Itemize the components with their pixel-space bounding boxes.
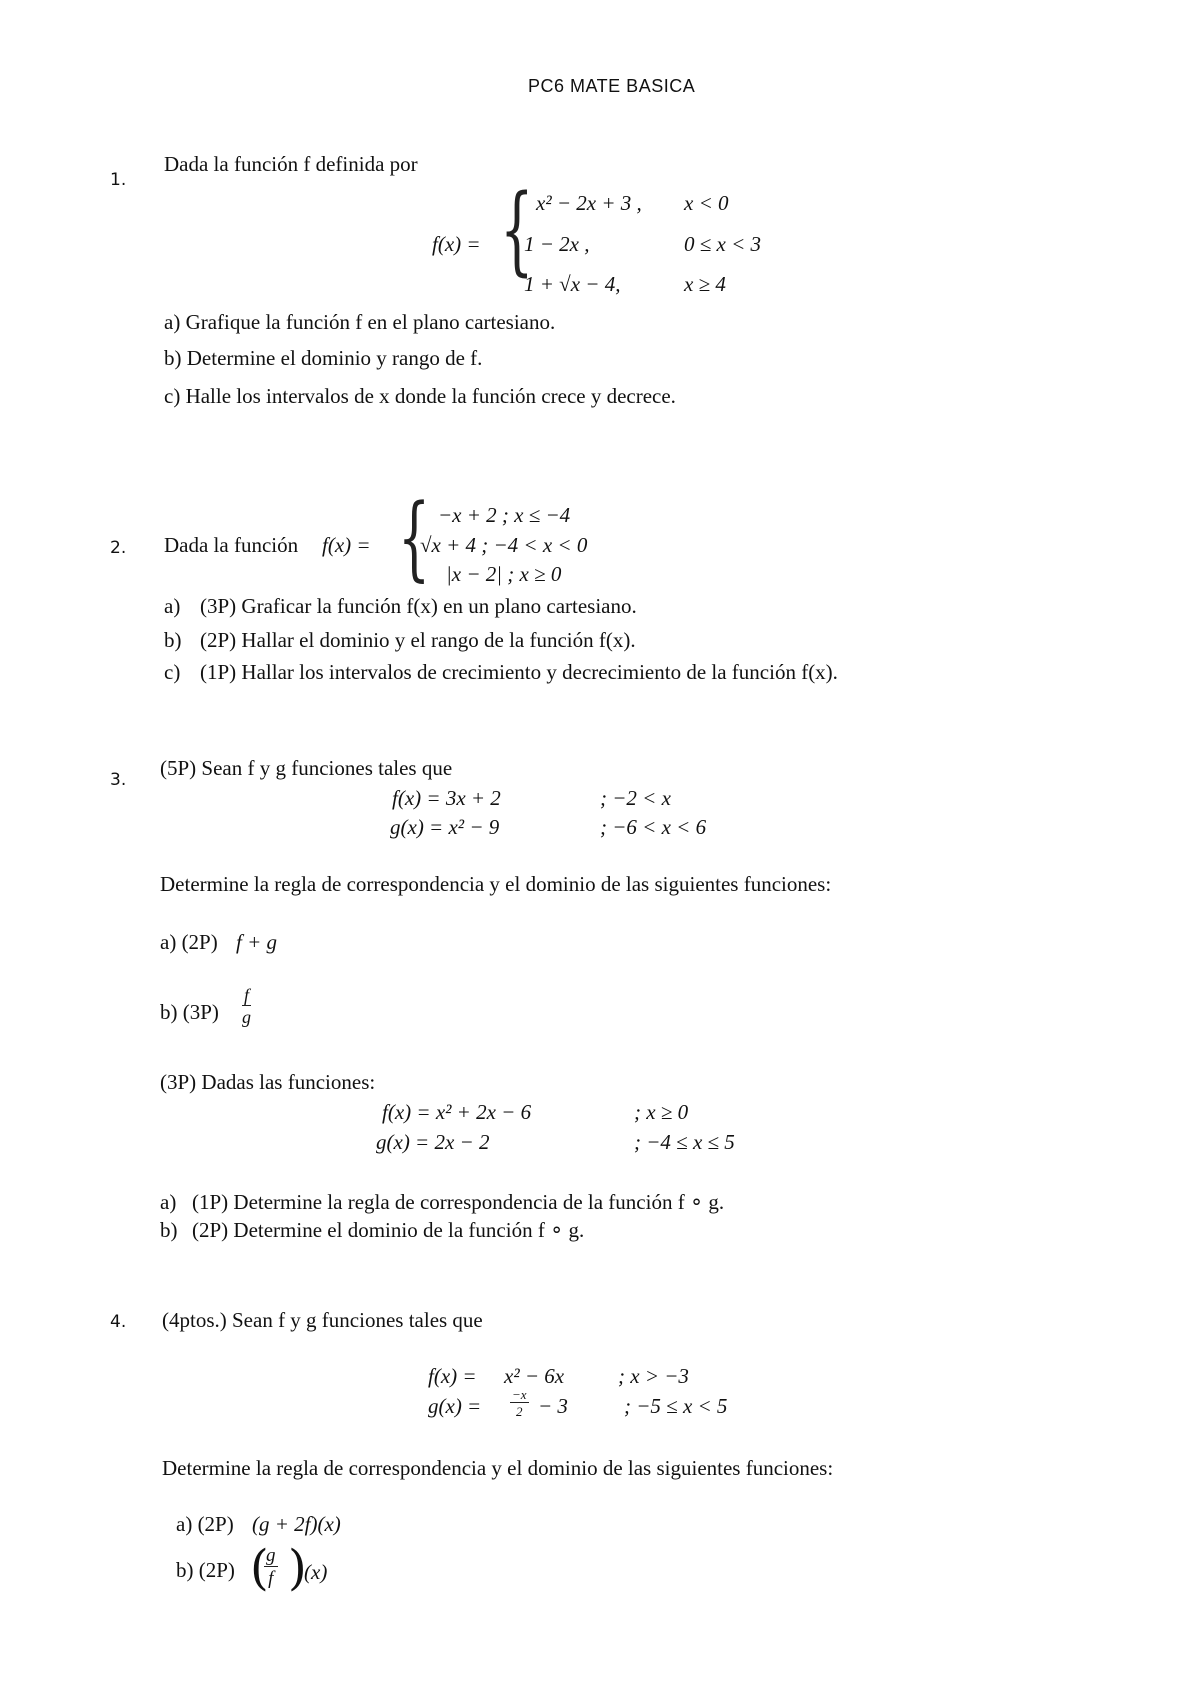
- problem-3-g-def: g(x) = x² − 9: [390, 815, 500, 839]
- problem-4-item-a-expr: (g + 2f)(x): [252, 1512, 341, 1536]
- problem-4-item-b-right-paren: ): [288, 1540, 307, 1596]
- problem-3-f-def: f(x) = 3x + 2: [392, 786, 501, 810]
- problem-1-case-3-expr: 1 + √x − 4,: [524, 272, 621, 296]
- problem-3-g2-def: g(x) = 2x − 2: [376, 1130, 490, 1154]
- problem-1-number: 1.: [110, 170, 127, 190]
- problem-1-item-a: a) Grafique la función f en el plano cartesiano.: [164, 310, 556, 334]
- problem-2-item-c-label: c): [164, 660, 181, 684]
- problem-4-item-b-left-paren: (: [250, 1540, 269, 1596]
- problem-3-item-b-label: b) (3P): [160, 1000, 219, 1024]
- problem-2-case-1: −x + 2 ; x ≤ −4: [438, 503, 571, 527]
- problem-2-lhs: f(x) =: [322, 533, 371, 557]
- problem-1-item-c: c) Halle los intervalos de x donde la función crece y decrece.: [164, 384, 676, 408]
- problem-4-g-rest: − 3: [538, 1394, 568, 1418]
- problem-4-item-b-fraction: [264, 1546, 278, 1588]
- problem-4-number: 4.: [110, 1312, 127, 1332]
- problem-1-case-2-cond: 0 ≤ x < 3: [684, 232, 762, 256]
- fraction-numerator: f: [244, 985, 250, 1005]
- problem-1-item-b: b) Determine el dominio y rango de f.: [164, 346, 483, 370]
- problem-4-item-b-tail: (x): [304, 1560, 328, 1584]
- problem-1-case-2-expr: 1 − 2x ,: [524, 232, 590, 256]
- problem-4-intro: (4ptos.) Sean f y g funciones tales que: [162, 1308, 483, 1332]
- fraction-numerator: −x: [512, 1387, 527, 1402]
- problem-3-item-a-label: a) (2P): [160, 930, 218, 954]
- problem-3-item-a-expr: f + g: [236, 930, 278, 954]
- problem-4-f-cond: ; x > −3: [618, 1364, 689, 1388]
- problem-3-sub-item-a-label: a): [160, 1190, 177, 1214]
- problem-3-sub-item-b-label: b): [160, 1218, 178, 1242]
- fraction-denominator: 2: [516, 1404, 523, 1419]
- fraction-numerator: g: [266, 1545, 276, 1566]
- problem-2-item-c: (1P) Hallar los intervalos de crecimiento y decrecimiento de la función f(x).: [200, 660, 838, 684]
- page-title: PC6 MATE BASICA: [528, 76, 696, 96]
- problem-1-case-1-expr: x² − 2x + 3 ,: [536, 191, 642, 215]
- problem-1-case-3-cond: x ≥ 4: [684, 272, 726, 296]
- problem-3-f2-cond: ; x ≥ 0: [634, 1100, 689, 1124]
- problem-4-g-cond: ; −5 ≤ x < 5: [624, 1394, 728, 1418]
- problem-1-intro: Dada la función f definida por: [164, 152, 418, 176]
- problem-3-number: 3.: [110, 770, 127, 790]
- problem-4-item-a-label: a) (2P): [176, 1512, 234, 1536]
- problem-1-brace: {: [500, 174, 534, 286]
- fraction-denominator: g: [242, 1007, 251, 1027]
- problem-1-case-1-cond: x < 0: [684, 191, 729, 215]
- problem-3-intro: (5P) Sean f y g funciones tales que: [160, 756, 453, 780]
- problem-4-f-lhs: f(x) =: [428, 1364, 477, 1388]
- problem-2-item-b: (2P) Hallar el dominio y el rango de la función f(x).: [200, 628, 636, 652]
- problem-3-sub-item-a: (1P) Determine la regla de correspondencia de la función f ∘ g.: [192, 1190, 725, 1214]
- problem-2-intro: Dada la función: [164, 533, 299, 557]
- problem-3-f2-def: f(x) = x² + 2x − 6: [382, 1100, 532, 1124]
- fraction-denominator: f: [268, 1568, 274, 1589]
- problem-4-f-expr: x² − 6x: [504, 1364, 565, 1388]
- problem-4-g-fraction: [510, 1388, 529, 1418]
- problem-3-sub-intro: (3P) Dadas las funciones:: [160, 1070, 376, 1094]
- problem-2-number: 2.: [110, 538, 127, 558]
- problem-2-case-3: |x − 2| ; x ≥ 0: [446, 562, 562, 586]
- problem-3-instruction: Determine la regla de correspondencia y el dominio de las siguientes funciones:: [160, 872, 832, 896]
- problem-4-item-b-label: b) (2P): [176, 1558, 235, 1582]
- problem-1-lhs: f(x) =: [432, 232, 481, 256]
- problem-4-g-lhs: g(x) =: [428, 1394, 482, 1418]
- problem-2-item-a-label: a): [164, 594, 181, 618]
- problem-2-item-b-label: b): [164, 628, 182, 652]
- problem-4-instruction: Determine la regla de correspondencia y el dominio de las siguientes funciones:: [162, 1456, 834, 1480]
- problem-2-item-a: (3P) Graficar la función f(x) en un plano cartesiano.: [200, 594, 637, 618]
- problem-3-sub-item-b: (2P) Determine el dominio de la función f ∘ g.: [192, 1218, 585, 1242]
- problem-3-g2-cond: ; −4 ≤ x ≤ 5: [634, 1130, 735, 1154]
- problem-3-g-cond: ; −6 < x < 6: [600, 815, 707, 839]
- problem-3-f-cond: ; −2 < x: [600, 786, 671, 810]
- problem-2-case-2: √x + 4 ; −4 < x < 0: [420, 533, 588, 557]
- problem-2-brace: {: [398, 484, 431, 591]
- problem-3-item-b-fraction: [242, 986, 251, 1026]
